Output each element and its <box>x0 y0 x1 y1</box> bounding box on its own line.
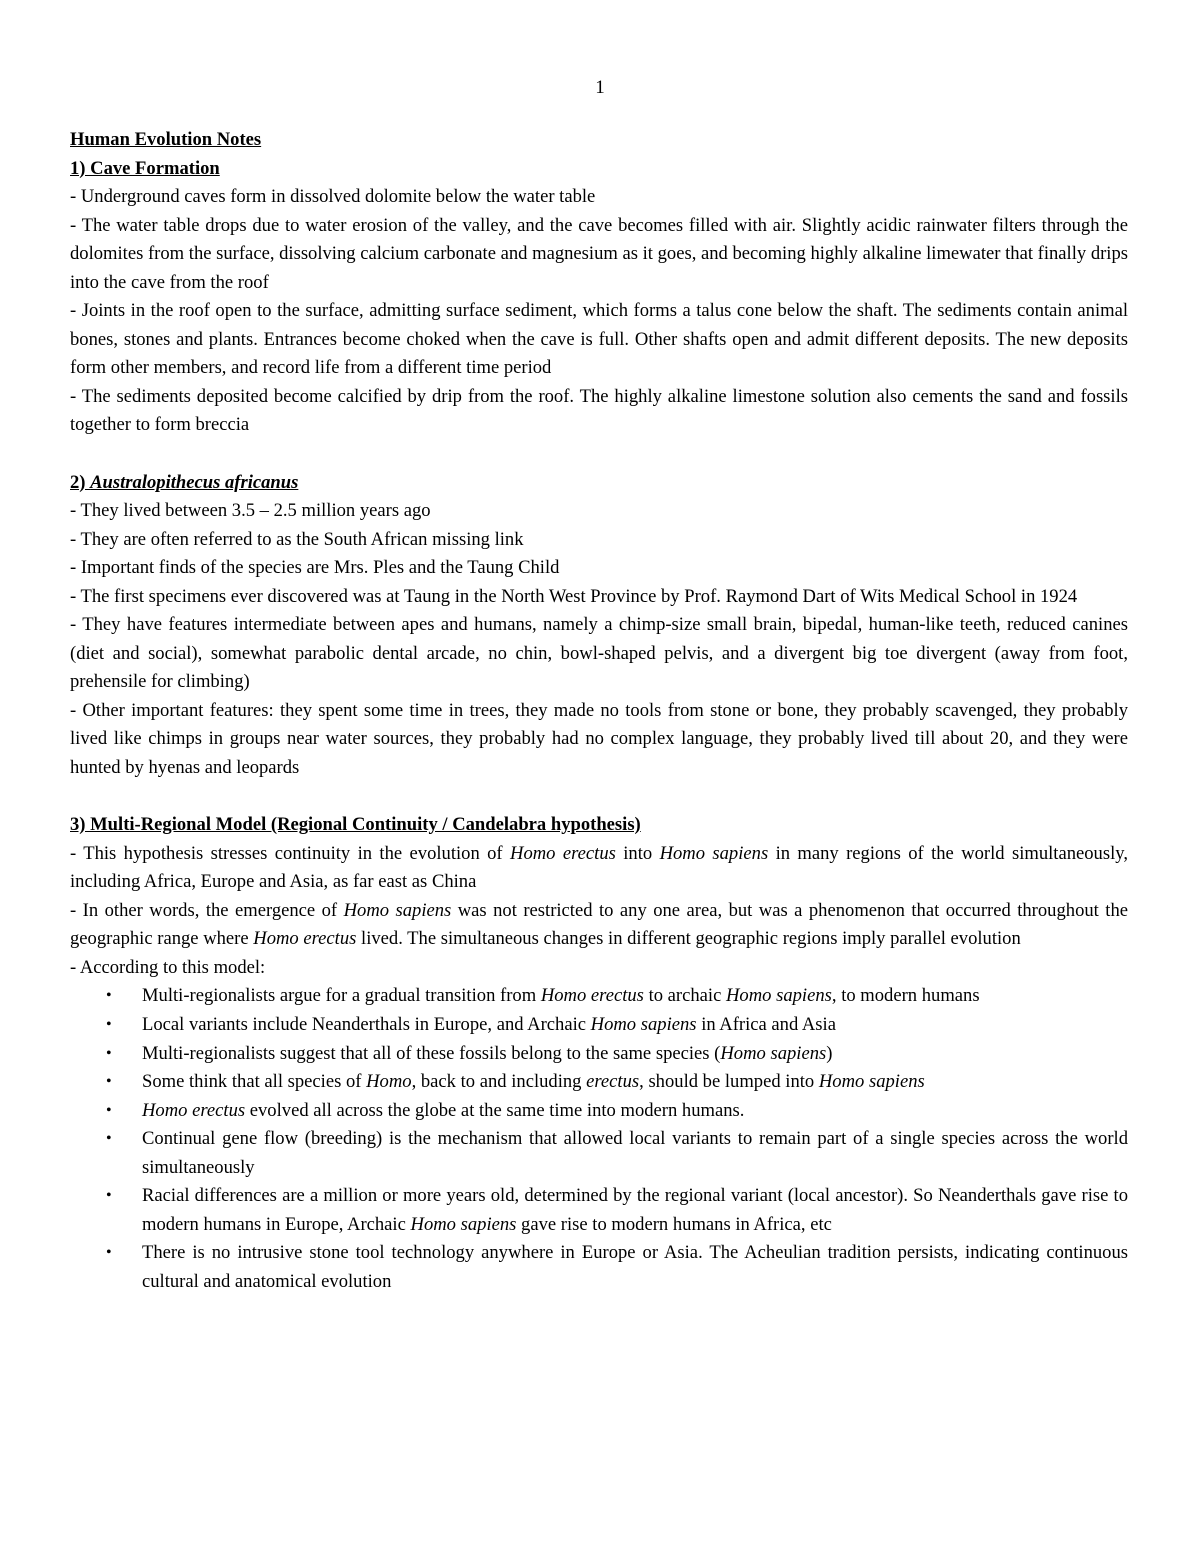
page-number: 1 <box>595 77 605 98</box>
list-item: • There is no intrusive stone tool technology anywhere in Europe or Asia. The Acheulian tradition persists, indicating continuous cultural and anatomical evolution <box>70 1239 1128 1296</box>
paragraph: - The water table drops due to water erosion of the valley, and the cave becomes filled with air. Slightly acidic rainwater filters through the dolomites from the surface, dissolving calcium carbonate and magnesium as it goes, and becoming highly alkaline limewater that finally drips into the cave from the roof <box>70 214 1129 293</box>
paragraph: - They have features intermediate between apes and humans, namely a chimp-size small brain, bipedal, human-like teeth, reduced canines (diet and social), somewhat parabolic dental arcade, no chin, bowl-shaped pelvis, and a divergent big toe divergent (away from foot, prehensile for climbing) <box>70 614 1128 693</box>
paragraph: - They are often referred to as the South African missing link <box>70 528 524 550</box>
list-item: • Homo erectus evolved all across the globe at the same time into modern humans. <box>70 1097 1128 1126</box>
bullet-icon: • <box>106 1244 112 1262</box>
bullet-icon: • <box>106 1044 112 1062</box>
bullet-icon: • <box>106 1015 112 1033</box>
section-heading-cave-formation: 1) Cave Formation <box>70 157 220 179</box>
list-item: • Multi-regionalists suggest that all of these fossils belong to the same species (Homo sapiens) <box>70 1040 1128 1069</box>
bullet-icon: • <box>106 1073 112 1091</box>
spacer <box>70 440 1128 469</box>
paragraph: - Important finds of the species are Mrs. Ples and the Taung Child <box>70 557 560 579</box>
bullet-icon: • <box>106 1130 112 1148</box>
list-item: • Local variants include Neanderthals in Europe, and Archaic Homo sapiens in Africa and Asia <box>70 1011 1128 1040</box>
paragraph: - Underground caves form in dissolved dolomite below the water table <box>70 186 596 208</box>
list-item: • Some think that all species of Homo, back to and including erectus, should be lumped into Homo sapiens <box>70 1068 1128 1097</box>
paragraph: - In other words, the emergence of Homo sapiens was not restricted to any one area, but was a phenomenon that occurred throughout the geographic range where Homo erectus lived. The simultaneous changes in different geographic regions imply parallel evolution <box>70 899 1129 950</box>
section-number: 2) <box>70 471 91 493</box>
document-body <box>70 126 1128 1296</box>
paragraph: - The first specimens ever discovered was at Taung in the North West Province by Prof. Raymond Dart of Wits Medical School in 1924 <box>70 585 1078 607</box>
paragraph: - Joints in the roof open to the surface, admitting surface sediment, which forms a talus cone below the shaft. The sediments contain animal bones, stones and plants. Entrances become choked when the cave is full. Other shafts open and admit different deposits. The new deposits form other members, and record life from a different time period <box>70 300 1128 379</box>
species-name: Australopithecus africanus <box>90 471 299 493</box>
paragraph: - The sediments deposited become calcified by drip from the roof. The highly alkaline limestone solution also cements the sand and fossils together to form breccia <box>70 385 1128 436</box>
paragraph: - They lived between 3.5 – 2.5 million years ago <box>70 500 431 522</box>
bullet-list <box>70 982 1128 1296</box>
list-item: • Continual gene flow (breeding) is the mechanism that allowed local variants to remain part of a single species across the world simultaneously <box>70 1125 1128 1182</box>
list-item: • Multi-regionalists argue for a gradual transition from Homo erectus to archaic Homo sapiens, to modern humans <box>70 982 1128 1011</box>
spacer <box>70 783 1128 812</box>
document-title: Human Evolution Notes <box>70 129 262 150</box>
paragraph: - This hypothesis stresses continuity in the evolution of Homo erectus into Homo sapiens in many regions of the world simultaneously, including Africa, Europe and Asia, as far east as China <box>70 842 1128 893</box>
bullet-icon: • <box>106 1101 112 1119</box>
paragraph: - According to this model: <box>70 956 266 978</box>
bullet-icon: • <box>106 1187 112 1205</box>
list-item: • Racial differences are a million or more years old, determined by the regional variant (local ancestor). So Neanderthals gave rise to modern humans in Europe, Archaic Homo sapiens gave rise to modern humans in Africa, etc <box>70 1182 1128 1239</box>
section-heading-multi-regional-model: 3) Multi-Regional Model (Regional Continuity / Candelabra hypothesis) <box>70 814 641 836</box>
section-heading-australopithecus <box>70 469 1128 498</box>
bullet-icon: • <box>106 987 112 1005</box>
paragraph: - Other important features: they spent some time in trees, they made no tools from stone or bone, they probably scavenged, they probably lived like chimps in groups near water sources, they probably had no complex language, they probably lived till about 20, and they were hunted by hyenas and leopards <box>70 699 1128 779</box>
